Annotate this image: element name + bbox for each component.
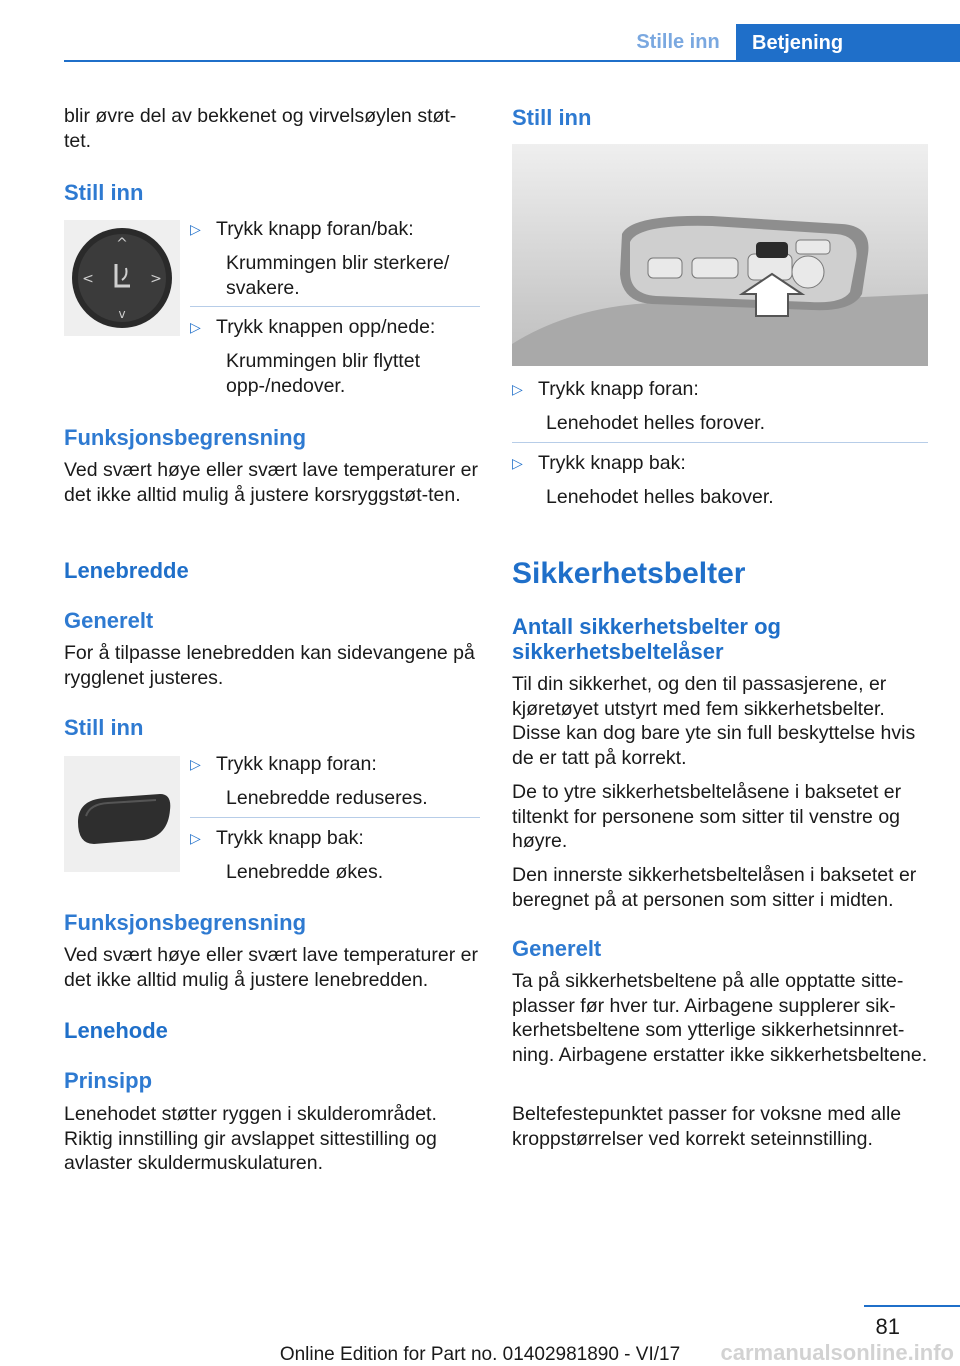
bullet-sub: Krummingen blir sterkere/ svakere. xyxy=(226,252,450,299)
bullet-sub: Lenebredde reduseres. xyxy=(226,787,428,809)
watermark: carmanualsonline.info xyxy=(720,1340,954,1365)
bullet-item xyxy=(512,451,928,479)
bullet-divider xyxy=(512,442,928,443)
bullet-sub: Krummingen blir flyttet opp-/nedover. xyxy=(226,350,420,397)
edition-footer: Online Edition for Part no. 01402981890 - VI/17 xyxy=(279,1344,681,1365)
antall-heading: Antall sikkerhetsbelter og sikkerhetsbeltelåser xyxy=(512,614,781,664)
bullet-main: Trykk knapp foran: xyxy=(538,378,699,400)
triangle-right-outline-icon: ▷ xyxy=(190,221,201,237)
bullet-sub: Lenehodet helles bakover. xyxy=(546,485,774,508)
prinsipp-text: Lenehodet støtter ryggen i skulderområdet. Riktig innstilling gir avslappet sittestilling og avlaster skuldermuskulaturen. xyxy=(64,1103,437,1174)
bullet-item xyxy=(190,826,480,854)
bullet-item xyxy=(512,377,928,405)
triangle-right-outline-icon: ▷ xyxy=(190,756,201,772)
funksjonsbegrensning-text-1: Ved svært høye eller svært lave temperaturer er det ikke alltid mulig å justere korsryggstøt-ten. xyxy=(64,459,478,506)
bullet-main: Trykk knapp bak: xyxy=(216,826,364,849)
bullet-sub: Lenehodet helles forover. xyxy=(546,412,765,434)
svg-text:v: v xyxy=(118,307,126,321)
generelt-paragraph-1: Ta på sikkerhetsbeltene på alle opptatte sitte-plasser før hver tur. Airbagene supplerer sik-kerhetsbeltene som ytterlige sikkerhetsinnret-ning. Airbagene erstatter ikke sikkerhetsbeltene. xyxy=(512,970,928,1066)
bullet-item xyxy=(190,217,480,245)
sikkerhetsbelter-heading: Sikkerhetsbelter xyxy=(512,557,746,590)
bullet-list-2 xyxy=(190,752,480,884)
header-tab-stille-inn: Stille inn xyxy=(636,30,720,53)
funksjonsbegrensning-heading-2: Funksjonsbegrensning xyxy=(64,910,307,935)
bullet-main: Trykk knapp foran: xyxy=(216,753,377,775)
page-number: 81 xyxy=(875,1314,900,1339)
funksjonsbegrensning-text-2: Ved svært høye eller svært lave temperaturer er det ikke alltid mulig å justere lenebredden. xyxy=(64,944,478,991)
svg-text:<: < xyxy=(82,271,94,287)
triangle-right-outline-icon: ▷ xyxy=(512,381,523,397)
lenebredde-heading: Lenebredde xyxy=(64,558,189,583)
bullet-item xyxy=(190,315,480,343)
header-tab-betjening: Betjening xyxy=(736,24,960,62)
header-rule xyxy=(64,60,960,62)
seat-controls-photo xyxy=(512,144,928,366)
bullet-list-3 xyxy=(512,377,928,509)
triangle-right-outline-icon: ▷ xyxy=(190,829,201,846)
generelt-text-1: For å tilpasse lenebredden kan sidevangene på rygglenet justeres. xyxy=(64,642,475,689)
generelt-heading-1: Generelt xyxy=(64,608,154,633)
intro-text: blir øvre del av bekkenet og virvelsøylen støt-tet. xyxy=(64,105,457,152)
triangle-right-outline-icon: ▷ xyxy=(512,454,523,471)
bullet-divider xyxy=(190,306,480,307)
still-inn-heading-2: Still inn xyxy=(64,715,144,740)
width-control-image xyxy=(64,756,180,872)
bullet-sub: Lenebredde økes. xyxy=(226,860,384,883)
antall-paragraph-3: Den innerste sikkerhetsbeltelåsen i baksetet er beregnet på at personen som sitter i midten. xyxy=(512,864,917,911)
svg-text:>: > xyxy=(150,271,162,287)
footer-rule xyxy=(864,1305,960,1307)
bullet-divider xyxy=(190,817,480,818)
generelt-paragraph-2: Beltefestepunktet passer for voksne med alle kroppstørrelser ved korrekt seteinnstilling. xyxy=(512,1103,902,1150)
still-inn-heading-3: Still inn xyxy=(512,105,592,130)
antall-paragraph-1: Til din sikkerhet, og den til passasjerene, er kjøretøyet utstyrt med fem sikkerhetsbelter. Disse kan dog bare yte sin full beskyttelse hvis de er tatt på korrekt. xyxy=(512,673,916,769)
prinsipp-heading: Prinsipp xyxy=(64,1068,153,1093)
bullet-item xyxy=(190,752,480,780)
still-inn-heading-1: Still inn xyxy=(64,180,144,205)
lenehode-heading: Lenehode xyxy=(64,1018,168,1043)
lumbar-control-image xyxy=(64,220,180,336)
bullet-main: Trykk knapp foran/bak: xyxy=(216,218,414,240)
funksjonsbegrensning-heading-1: Funksjonsbegrensning xyxy=(64,425,307,450)
svg-text:^: ^ xyxy=(116,236,128,252)
bullet-main: Trykk knappen opp/nede: xyxy=(216,316,436,338)
bullet-main: Trykk knapp bak: xyxy=(538,451,686,474)
bullet-list-1 xyxy=(190,217,480,398)
antall-paragraph-2: De to ytre sikkerhetsbeltelåsene i baksetet er tiltenkt for personene som sitter til venstre og høyre. xyxy=(512,781,902,852)
generelt-heading-2: Generelt xyxy=(512,936,602,961)
triangle-right-outline-icon: ▷ xyxy=(190,319,201,335)
